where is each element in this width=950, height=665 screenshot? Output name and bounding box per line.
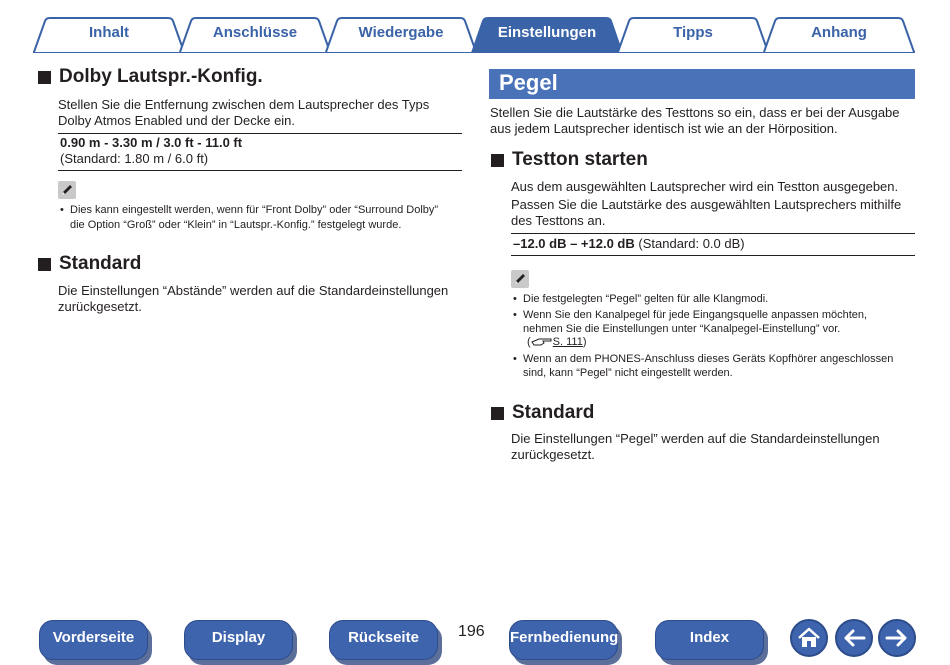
tab-label: Tipps xyxy=(673,24,713,41)
tab-anhang[interactable] xyxy=(763,17,915,53)
heading-square-icon xyxy=(38,258,51,271)
rueckseite-button[interactable] xyxy=(329,620,438,660)
heading-text: Dolby Lautspr.-Konfig. xyxy=(59,66,263,87)
back-arrow-icon xyxy=(841,625,867,651)
back-button[interactable] xyxy=(835,619,873,657)
note-line2: sind, kann “Pegel” nicht eingestellt werden. xyxy=(523,367,733,379)
home-icon xyxy=(796,625,822,651)
button-label: Fernbedienung xyxy=(510,629,619,646)
tab-einstellungen[interactable] xyxy=(471,17,623,53)
note-line2: nehmen Sie die Einstellungen unter “Kanalpegel-Einstellung” vor. xyxy=(523,323,841,335)
forward-arrow-icon xyxy=(884,625,910,651)
range-rule-top xyxy=(58,133,462,134)
bullet: • xyxy=(513,353,517,365)
pegel-range xyxy=(513,236,745,252)
heading-square-icon xyxy=(491,154,504,167)
dolby-description-line1: Stellen Sie die Entfernung zwischen dem Lautsprecher des Typs xyxy=(58,97,430,112)
tab-label: Wiedergabe xyxy=(358,24,444,41)
heading-square-icon xyxy=(491,407,504,420)
dolby-note xyxy=(60,203,460,233)
heading-text: Standard xyxy=(59,253,142,274)
tab-bar xyxy=(0,0,950,56)
range-rule-bottom xyxy=(511,255,915,256)
display-button[interactable] xyxy=(184,620,293,660)
dolby-range-value: 0.90 m - 3.30 m / 3.0 ft - 11.0 ft xyxy=(60,135,243,150)
memo-pencil-icon xyxy=(511,270,529,288)
heading-square-icon xyxy=(38,71,51,84)
heading-text: Testton starten xyxy=(512,149,648,170)
note-line1: Dies kann eingestellt werden, wenn für “Front Dolby” oder “Surround Dolby” xyxy=(70,204,439,216)
section-title: Pegel xyxy=(499,70,558,95)
tab-label: Inhalt xyxy=(89,24,129,41)
heading-testton-starten xyxy=(491,149,648,171)
button-label: Rückseite xyxy=(348,629,419,646)
tab-inhalt[interactable] xyxy=(33,17,185,53)
testton-line1: Aus dem ausgewählten Lautsprecher wird ein Testton ausgegeben. xyxy=(511,179,899,194)
memo-pencil-icon xyxy=(58,181,76,199)
button-face xyxy=(39,620,148,660)
dolby-description-line2: Dolby Atmos Enabled und der Decke ein. xyxy=(58,113,296,128)
note-line1: Wenn an dem PHONES-Anschluss dieses Geräts Kopfhörer angeschlossen xyxy=(523,353,894,365)
tab-label: Einstellungen xyxy=(497,24,597,41)
standard-left-line2: zurückgesetzt. xyxy=(58,299,142,314)
testton-line2: Passen Sie die Lautstärke des ausgewählten Lautsprechers mithilfe xyxy=(511,197,902,212)
bullet: • xyxy=(513,293,517,305)
dolby-range-default: (Standard: 1.80 m / 6.0 ft) xyxy=(60,151,209,166)
xref-open: ( xyxy=(527,336,531,348)
page-link-s111[interactable]: S. 111 xyxy=(552,336,583,348)
note-line2: die Option “Groß” oder “Klein” in “Lautspr.-Konfig.” festgelegt wurde. xyxy=(70,219,402,231)
pegel-intro-line1: Stellen Sie die Lautstärke des Testtons so ein, dass er bei der Ausgabe xyxy=(490,105,900,120)
button-label: Vorderseite xyxy=(52,629,135,646)
bullet: • xyxy=(60,204,64,216)
standard-left-line1: Die Einstellungen “Abstände” werden auf die Standardeinstellungen xyxy=(58,283,449,298)
button-label: Display xyxy=(211,629,266,646)
bullet: • xyxy=(513,309,517,321)
pegel-note-3 xyxy=(513,352,913,382)
button-face xyxy=(329,620,438,660)
tab-tipps[interactable] xyxy=(617,17,769,53)
range-rule-top xyxy=(511,233,915,234)
index-button[interactable] xyxy=(655,620,764,660)
range-rule-bottom xyxy=(58,170,462,171)
note-line1: Die festgelegten “Pegel” gelten für alle Klangmodi. xyxy=(523,293,769,305)
standard-right-line1: Die Einstellungen “Pegel” werden auf die Standardeinstellungen xyxy=(511,431,880,446)
heading-standard-right xyxy=(491,402,594,424)
button-label: Index xyxy=(689,629,730,646)
reference-hand-icon xyxy=(531,336,553,346)
heading-text: Standard xyxy=(512,402,595,423)
standard-right-line2: zurückgesetzt. xyxy=(511,447,595,462)
forward-button[interactable] xyxy=(878,619,916,657)
heading-standard-left xyxy=(38,253,141,275)
tab-wiedergabe[interactable] xyxy=(325,17,477,53)
section-title-bar xyxy=(489,69,915,99)
button-face xyxy=(509,620,618,660)
vorderseite-button[interactable] xyxy=(39,620,148,660)
page-reference xyxy=(527,336,587,348)
home-button[interactable] xyxy=(790,619,828,657)
xref-close: ) xyxy=(582,336,587,348)
pegel-intro-line2: aus jedem Lautsprecher identisch ist wie an der Hörposition. xyxy=(490,121,838,136)
tab-anschluesse[interactable] xyxy=(179,17,331,53)
page-number: 196 xyxy=(458,623,485,640)
testton-line3: des Testtons an. xyxy=(511,213,606,228)
pegel-range-default: (Standard: 0.0 dB) xyxy=(638,236,745,251)
tab-label: Anhang xyxy=(811,24,867,41)
note-line1: Wenn Sie den Kanalpegel für jede Eingangsquelle anpassen möchten, xyxy=(523,309,868,321)
button-face xyxy=(655,620,764,660)
heading-dolby-lautspr-konfig xyxy=(38,66,263,88)
pegel-note-1 xyxy=(513,292,913,307)
button-face xyxy=(184,620,293,660)
fernbedienung-button[interactable] xyxy=(509,620,618,660)
tab-label: Anschlüsse xyxy=(212,24,298,41)
pegel-range-value: –12.0 dB – +12.0 dB xyxy=(513,236,635,251)
